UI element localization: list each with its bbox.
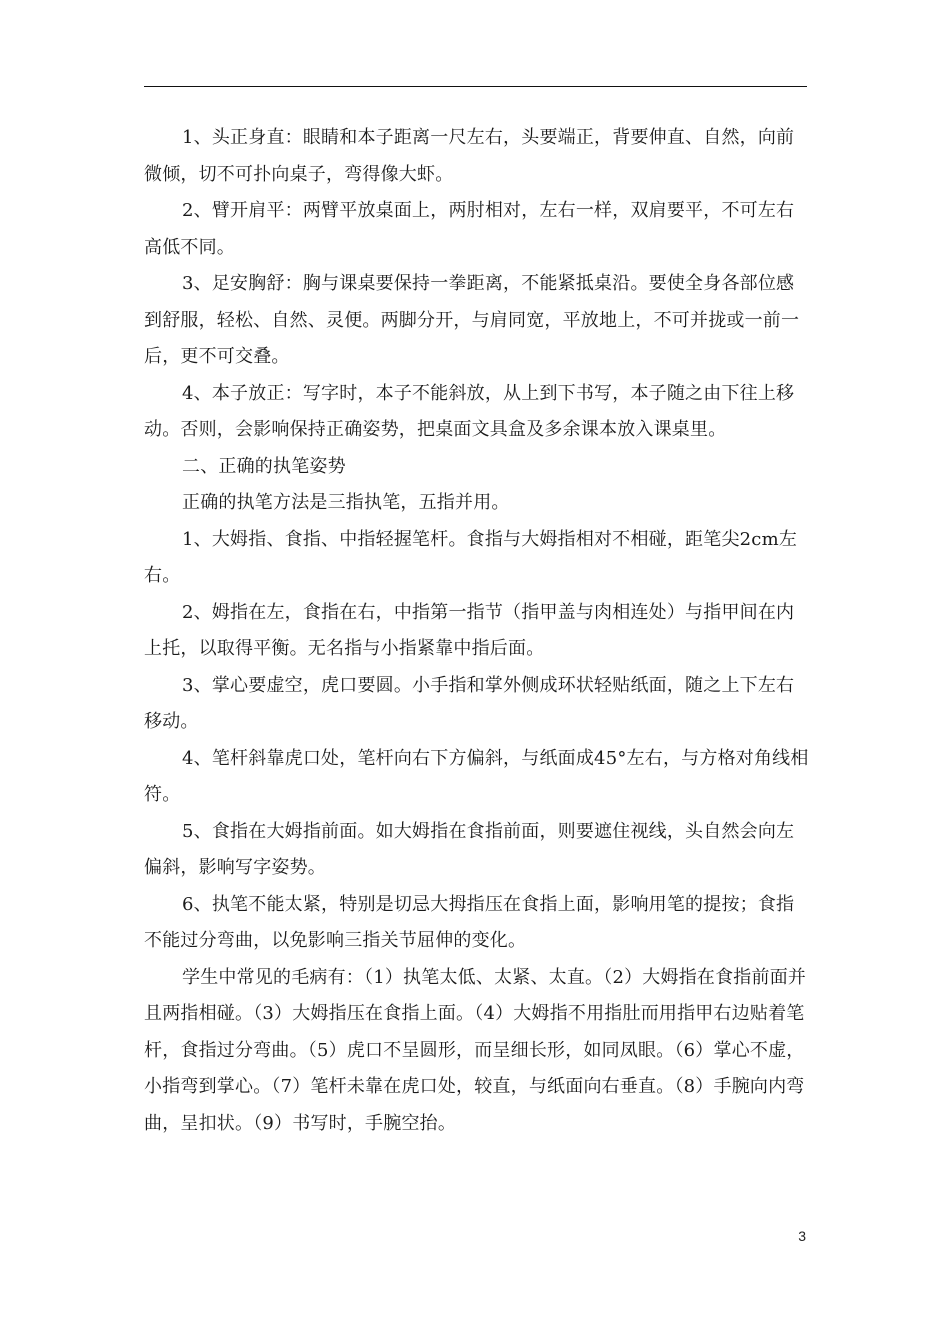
- header-rule: [144, 86, 807, 87]
- common-faults: 学生中常见的毛病有：（1）执笔太低、太紧、太直。（2）大姆指在食指前面并且两指相碰。（3）大姆指压在食指上面。（4）大姆指不用指肚而用指甲右边贴着笔杆，食指过分弯曲。（5）虎口不呈圆形，而呈细长形，如同凤眼。（6）掌心不虚，小指弯到掌心。（7）笔杆未靠在虎口处，较直，与纸面向右垂直。（8）手腕向内弯曲，呈扣状。（9）书写时，手腕空抬。: [144, 966, 807, 1134]
- posture-item-3: 3、足安胸舒：胸与课桌要保持一拳距离，不能紧抵桌沿。要使全身各部位感到舒服，轻松、自然、灵便。两脚分开，与肩同宽，平放地上，不可并拢或一前一后，更不可交叠。: [144, 273, 800, 367]
- grip-item-6: 6、执笔不能太紧，特别是切忌大拇指压在食指上面，影响用笔的提按；食指不能过分弯曲，以免影响三指关节屈伸的变化。: [144, 893, 795, 951]
- grip-item-4: 4、笔杆斜靠虎口处，笔杆向右下方偏斜，与纸面成45°左右，与方格对角线相符。: [144, 747, 809, 805]
- grip-item-3: 3、掌心要虚空，虎口要圆。小手指和掌外侧成环状轻贴纸面，随之上下左右移动。: [144, 674, 795, 732]
- grip-item-5: 5、食指在大姆指前面。如大姆指在食指前面，则要遮住视线，头自然会向左偏斜，影响写字姿势。: [144, 820, 795, 878]
- section-heading: 二、正确的执笔姿势: [182, 455, 346, 477]
- grip-intro: 正确的执笔方法是三指执笔，五指并用。: [182, 492, 510, 513]
- posture-item-2: 2、臂开肩平：两臂平放桌面上，两肘相对，左右一样，双肩要平，不可左右高低不同。: [144, 200, 795, 258]
- document-body: [144, 120, 810, 1142]
- posture-item-1: 1、头正身直：眼睛和本子距离一尺左右，头要端正，背要伸直、自然，向前微倾，切不可扑向桌子，弯得像大虾。: [144, 127, 795, 185]
- posture-item-4: 4、本子放正：写字时，本子不能斜放，从上到下书写，本子随之由下往上移动。否则，会影响保持正确姿势，把桌面文具盒及多余课本放入课桌里。: [144, 382, 795, 440]
- page-number: 3: [798, 1228, 806, 1244]
- grip-item-1: 1、大姆指、食指、中指轻握笔杆。食指与大姆指相对不相碰，距笔尖2cm左右。: [144, 528, 798, 586]
- grip-item-2: 2、姆指在左，食指在右，中指第一指节（指甲盖与肉相连处）与指甲间在内上托，以取得平衡。无名指与小指紧靠中指后面。: [144, 601, 795, 659]
